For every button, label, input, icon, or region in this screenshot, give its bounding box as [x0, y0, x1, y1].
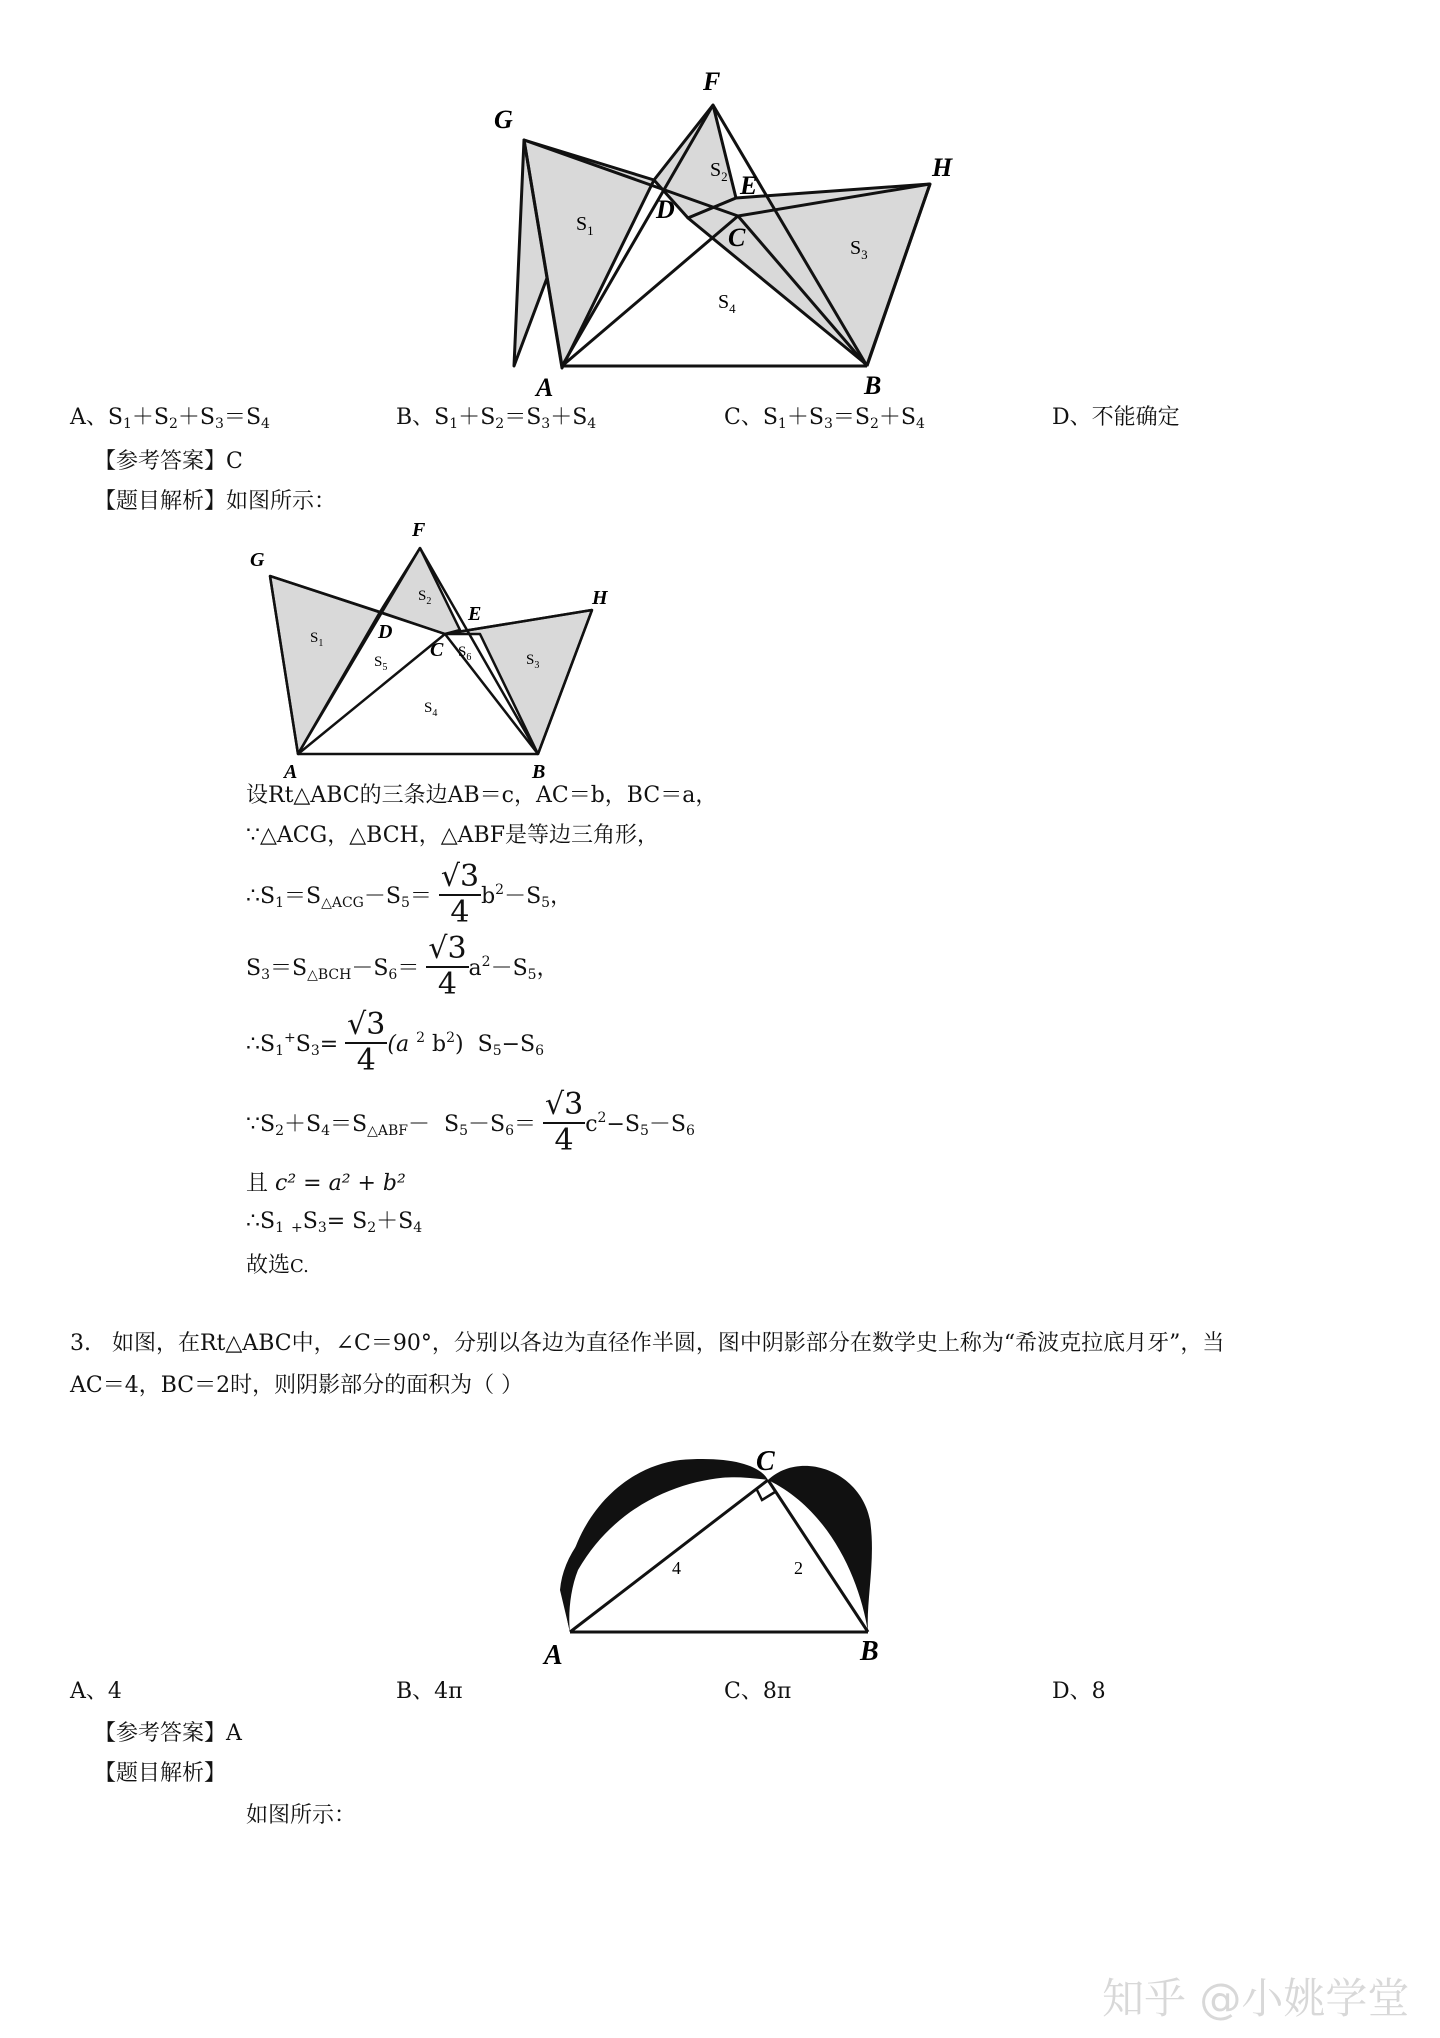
analysis-line: 【题目解析】如图所示： [94, 489, 337, 514]
q3-option-a[interactable]: A、4 [70, 1679, 122, 1704]
label-G: G [494, 105, 513, 134]
q3-option-c[interactable]: C、8π [724, 1679, 792, 1704]
fraction-sqrt3-over-4: $\frac{√3}{4}$ [428, 931, 467, 1002]
solution-line-9: 故选C. [246, 1253, 309, 1278]
q3-answer-line: 【参考答案】A [94, 1721, 242, 1746]
fraction-sqrt3-over-4: $\frac{√3}{4}$ [347, 1007, 386, 1078]
region-label-s3: $S_3$ [526, 652, 540, 671]
side-bc-length: 2 [794, 1558, 803, 1578]
side-ac-length: 4 [672, 1558, 681, 1578]
solution-line-7: 且 c² = a² + b² [246, 1171, 406, 1196]
question-3-line-2: AC＝4，BC＝2时，则阴影部分的面积为（ ） [70, 1373, 524, 1398]
lune-left-outer [566, 1459, 768, 1632]
figure-2-triangles [240, 516, 630, 786]
label-H: H [592, 587, 608, 609]
q3-analysis-intro: 如图所示： [246, 1803, 357, 1828]
region-label-s3: $S_3$ [850, 237, 868, 262]
region-label-s2: $S_2$ [710, 159, 728, 184]
fraction-sqrt3-over-4: $\frac{√3}{4}$ [440, 859, 480, 930]
solution-line-2: ∵△ACG，△BCH，△ABF是等边三角形， [246, 823, 659, 848]
answer-line: 【参考答案】C [94, 449, 243, 474]
label-G: G [250, 549, 265, 571]
q3-option-b[interactable]: B、4π [396, 1679, 463, 1704]
label-F: F [703, 67, 721, 96]
region-label-s2: $S_2$ [418, 588, 432, 607]
label-C: C [728, 223, 746, 252]
solution-line-3: $\therefore S_1=S_{\triangle ACG}-S_5=$ $\frac{√3}{4}$ $b^2-S_5$， [246, 859, 573, 930]
region-label-s6: $S_6$ [458, 644, 472, 663]
option-a[interactable]: A、$S_1+S_2+S_3=S_4$ [70, 405, 270, 432]
solution-line-1: 设Rt△ABC的三条边AB＝c，AC＝b，BC＝a， [246, 783, 718, 808]
label-C: C [430, 639, 444, 661]
label-A: A [284, 761, 298, 783]
label-E: E [740, 171, 758, 200]
lune-right [768, 1466, 872, 1632]
label-F: F [412, 519, 426, 541]
watermark: 知乎 @小姚学堂 [1102, 1974, 1410, 2023]
figure-1-triangles [480, 60, 980, 400]
label-D: D [656, 195, 675, 224]
label-A: A [544, 1640, 563, 1670]
option-c[interactable]: C、$S_1+S_3=S_2+S_4$ [724, 405, 925, 432]
solution-line-6: $\because S_2+S_4=S_{\triangle ABF}- S_5-S_6=$ $\frac{√3}{4}$ $c^2-S_5-S_6$ [246, 1087, 695, 1158]
label-B: B [532, 761, 546, 783]
figure-3-lunes [530, 1410, 930, 1670]
q3-option-d[interactable]: D、8 [1052, 1679, 1106, 1704]
label-B: B [860, 1636, 879, 1667]
region-label-s4: $S_4$ [424, 700, 438, 719]
fraction-sqrt3-over-4: $\frac{√3}{4}$ [545, 1087, 584, 1158]
option-d[interactable]: D、不能确定 [1052, 405, 1180, 430]
region-label-s1: $S_1$ [310, 630, 324, 649]
option-b[interactable]: B、$S_1+S_2=S_3+S_4$ [396, 405, 597, 432]
label-B: B [864, 371, 882, 400]
label-H: H [932, 153, 953, 182]
label-A: A [536, 373, 554, 400]
region-label-s4: $S_4$ [718, 291, 736, 316]
solution-line-5: $\therefore S_1^+S_3=$ $\frac{√3}{4}$ (a $^2$ $b^2$) $S_5-S_6$ [246, 1007, 545, 1078]
label-C: C [756, 1446, 775, 1477]
region-label-s5: $S_5$ [374, 654, 388, 673]
label-E: E [468, 603, 482, 625]
question-3-line-1: 3. 如图，在Rt△ABC中，∠C＝90°，分别以各边为直径作半圆，图中阴影部分在数学史上称为“希波克拉底月牙”，当 [70, 1331, 1225, 1356]
label-D: D [378, 621, 393, 643]
region-label-s1: $S_1$ [576, 213, 594, 238]
q3-analysis-label: 【题目解析】 [94, 1761, 227, 1786]
solution-line-4: $S_3=S_{\triangle BCH}-S_6=$ $\frac{√3}{4}$ $a^2-S_5$， [246, 931, 559, 1002]
solution-line-8: $\therefore S_1$ $_+S_3= S_2+S_4$ [246, 1209, 423, 1236]
region-s1 [270, 576, 380, 754]
